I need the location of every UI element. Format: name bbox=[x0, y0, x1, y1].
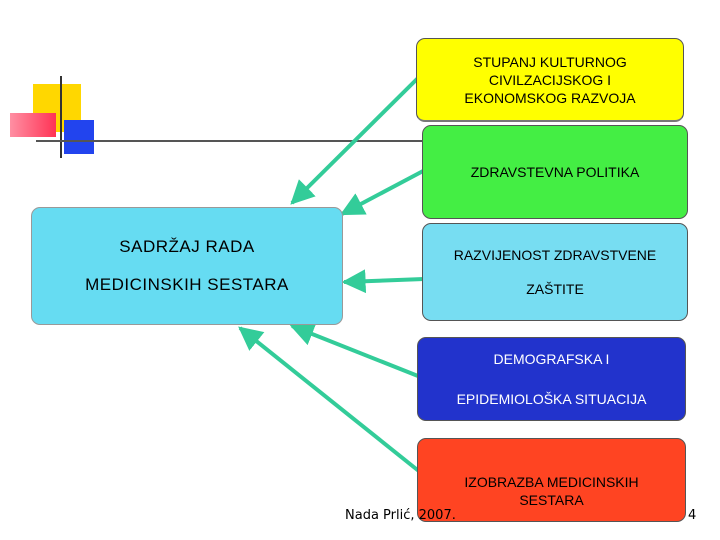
arrow-from-zdravstvena-politika bbox=[342, 170, 425, 214]
page-number: 4 bbox=[688, 508, 697, 523]
factor-text-line: IZOBRAZBA MEDICINSKIH bbox=[464, 474, 639, 490]
factor-box-izobrazba bbox=[417, 438, 686, 522]
factor-text-line: EPIDEMIOLOŠKA SITUACIJA bbox=[456, 391, 647, 407]
factor-box-zdravstvena-politika bbox=[422, 125, 688, 219]
factor-text-line: RAZVIJENOST ZDRAVSTVENE bbox=[453, 247, 657, 263]
factor-text-line: ZAŠTITE bbox=[526, 281, 584, 297]
factor-text-line: ZDRAVSTEVNA POLITIKA bbox=[470, 164, 640, 180]
factor-box-demografska bbox=[417, 337, 686, 421]
factor-text-line: DEMOGRAFSKA I bbox=[493, 351, 610, 367]
factor-text-line: SESTARA bbox=[519, 492, 584, 508]
central-text-line: SADRŽAJ RADA bbox=[119, 237, 255, 256]
arrow-from-izobrazba bbox=[240, 328, 420, 472]
central-text-line: MEDICINSKIH SESTARA bbox=[85, 275, 289, 294]
factor-box-stupanj bbox=[416, 38, 684, 122]
arrow-from-razvijenost bbox=[344, 279, 424, 282]
factor-text-line: CIVILZACIJSKOG I bbox=[488, 71, 612, 88]
footer-author: Nada Prlić, 2007. bbox=[345, 508, 456, 523]
factor-text-line: STUPANJ KULTURNOG bbox=[473, 53, 627, 70]
central-box bbox=[31, 207, 343, 325]
factor-box-razvijenost bbox=[422, 223, 688, 321]
factor-text-line: EKONOMSKOG RAZVOJA bbox=[464, 89, 636, 106]
arrow-from-demografska bbox=[292, 326, 418, 376]
